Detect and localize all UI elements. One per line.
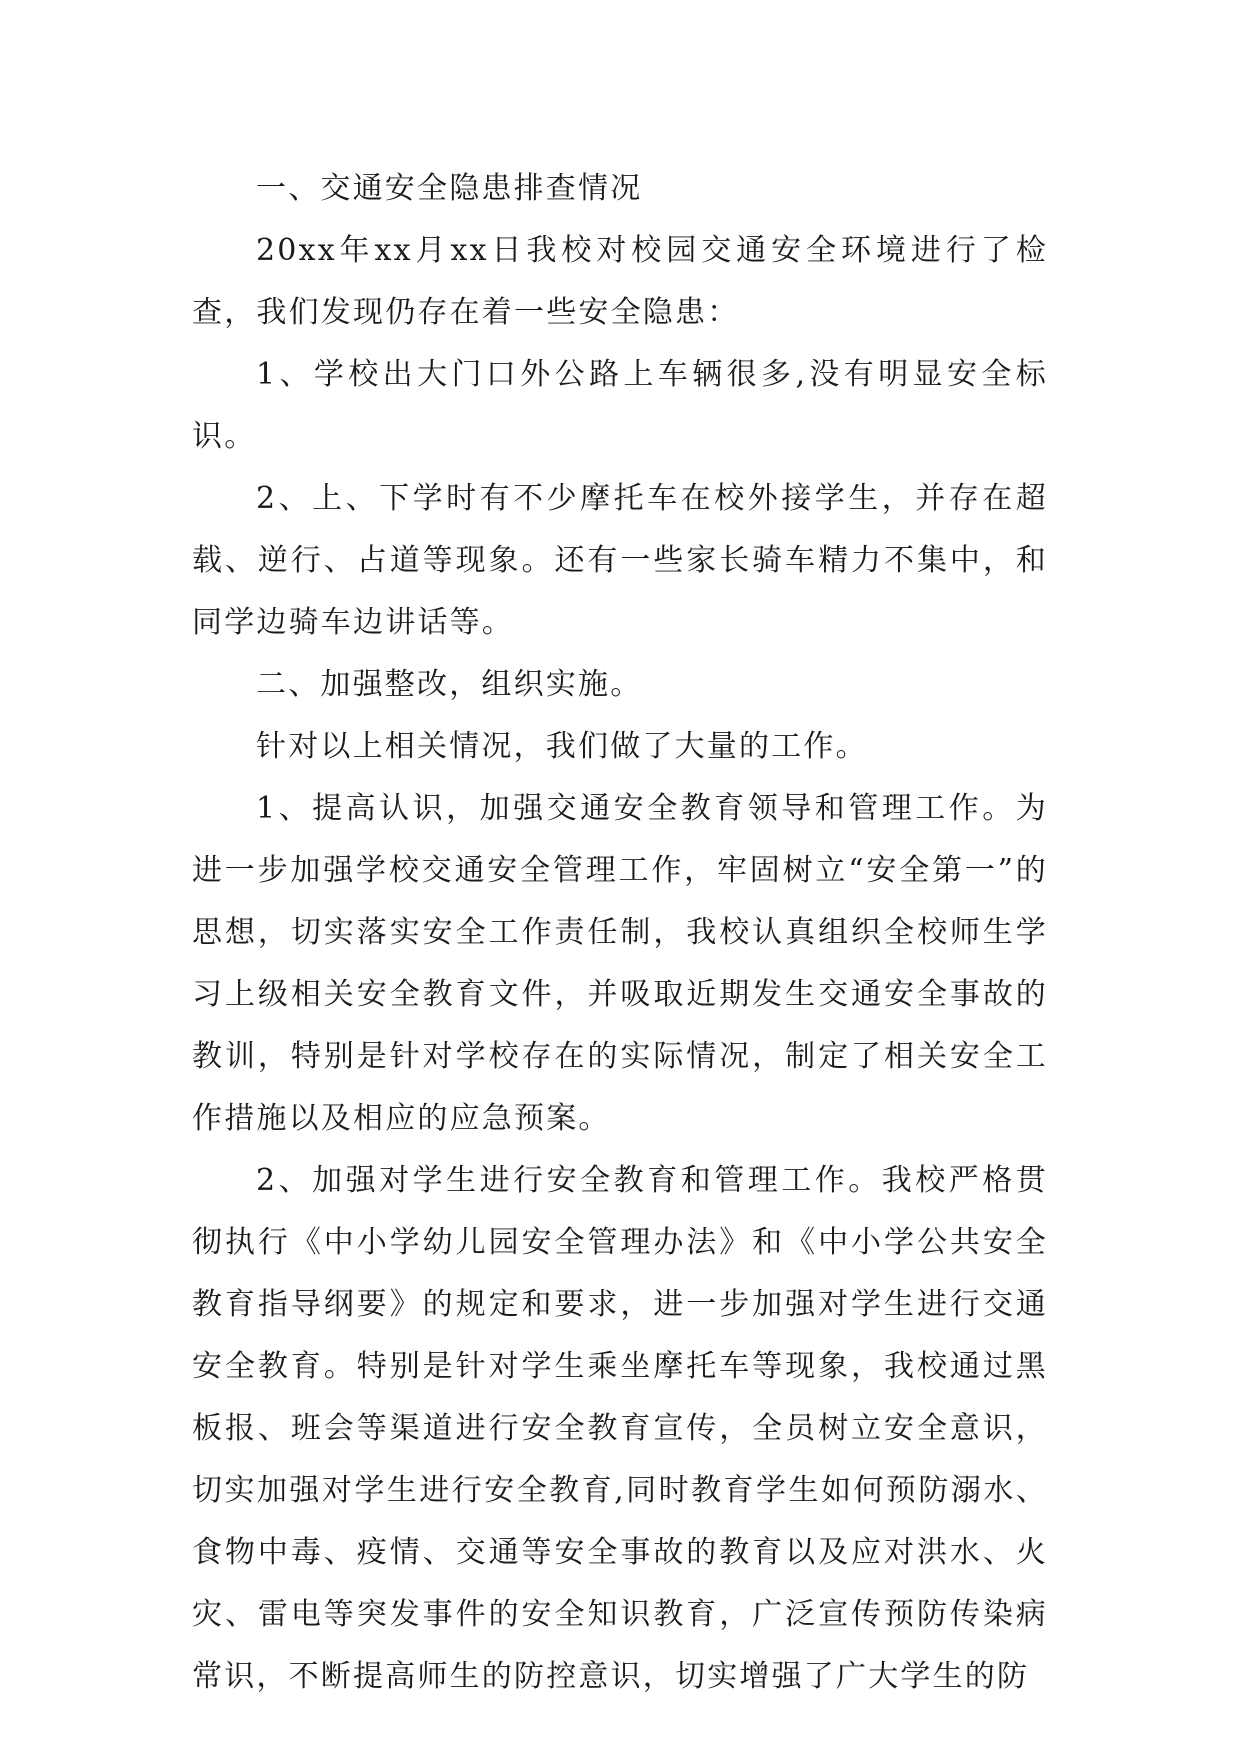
- document-body: [192, 158, 1048, 1708]
- paragraph-measure-2: 2、加强对学生进行安全教育和管理工作。我校严格贯彻执行《中小学幼儿园安全管理办法》和《中小学公共安全教育指导纲要》的规定和要求，进一步加强对学生进行交通安全教育。特别是针对学生乘坐摩托车等现象，我校通过黑板报、班会等渠道进行安全教育宣传，全员树立安全意识，切实加强对学生进行安全教育,同时教育学生如何预防溺水、食物中毒、疫情、交通等安全事故的教育以及应对洪水、火灾、雷电等突发事件的安全知识教育，广泛宣传预防传染病常识，不断提高师生的防控意识，切实增强了广大学生的防: [192, 1163, 1048, 1694]
- section-heading-2: 二、加强整改，组织实施。: [256, 667, 643, 702]
- paragraph-inspection-date: 20xx年xx月xx日我校对校园交通安全环境进行了检查，我们发现仍存在着一些安全隐患：: [192, 233, 1048, 330]
- section-heading-1: 一、交通安全隐患排查情况: [256, 171, 643, 206]
- paragraph-hazard-2: 2、上、下学时有不少摩托车在校外接学生，并存在超载、逆行、占道等现象。还有一些家长骑车精力不集中，和同学边骑车边讲话等。: [192, 481, 1048, 640]
- paragraph-measure-1: 1、提高认识，加强交通安全教育领导和管理工作。为进一步加强学校交通安全管理工作，牢固树立“安全第一”的思想，切实落实安全工作责任制，我校认真组织全校师生学习上级相关安全教育文件，并吸取近期发生交通安全事故的教训，特别是针对学校存在的实际情况，制定了相关安全工作措施以及相应的应急预案。: [192, 791, 1048, 1136]
- paragraph-hazard-1: 1、学校出大门口外公路上车辆很多,没有明显安全标识。: [192, 357, 1048, 454]
- paragraph-work-intro: 针对以上相关情况，我们做了大量的工作。: [256, 729, 868, 764]
